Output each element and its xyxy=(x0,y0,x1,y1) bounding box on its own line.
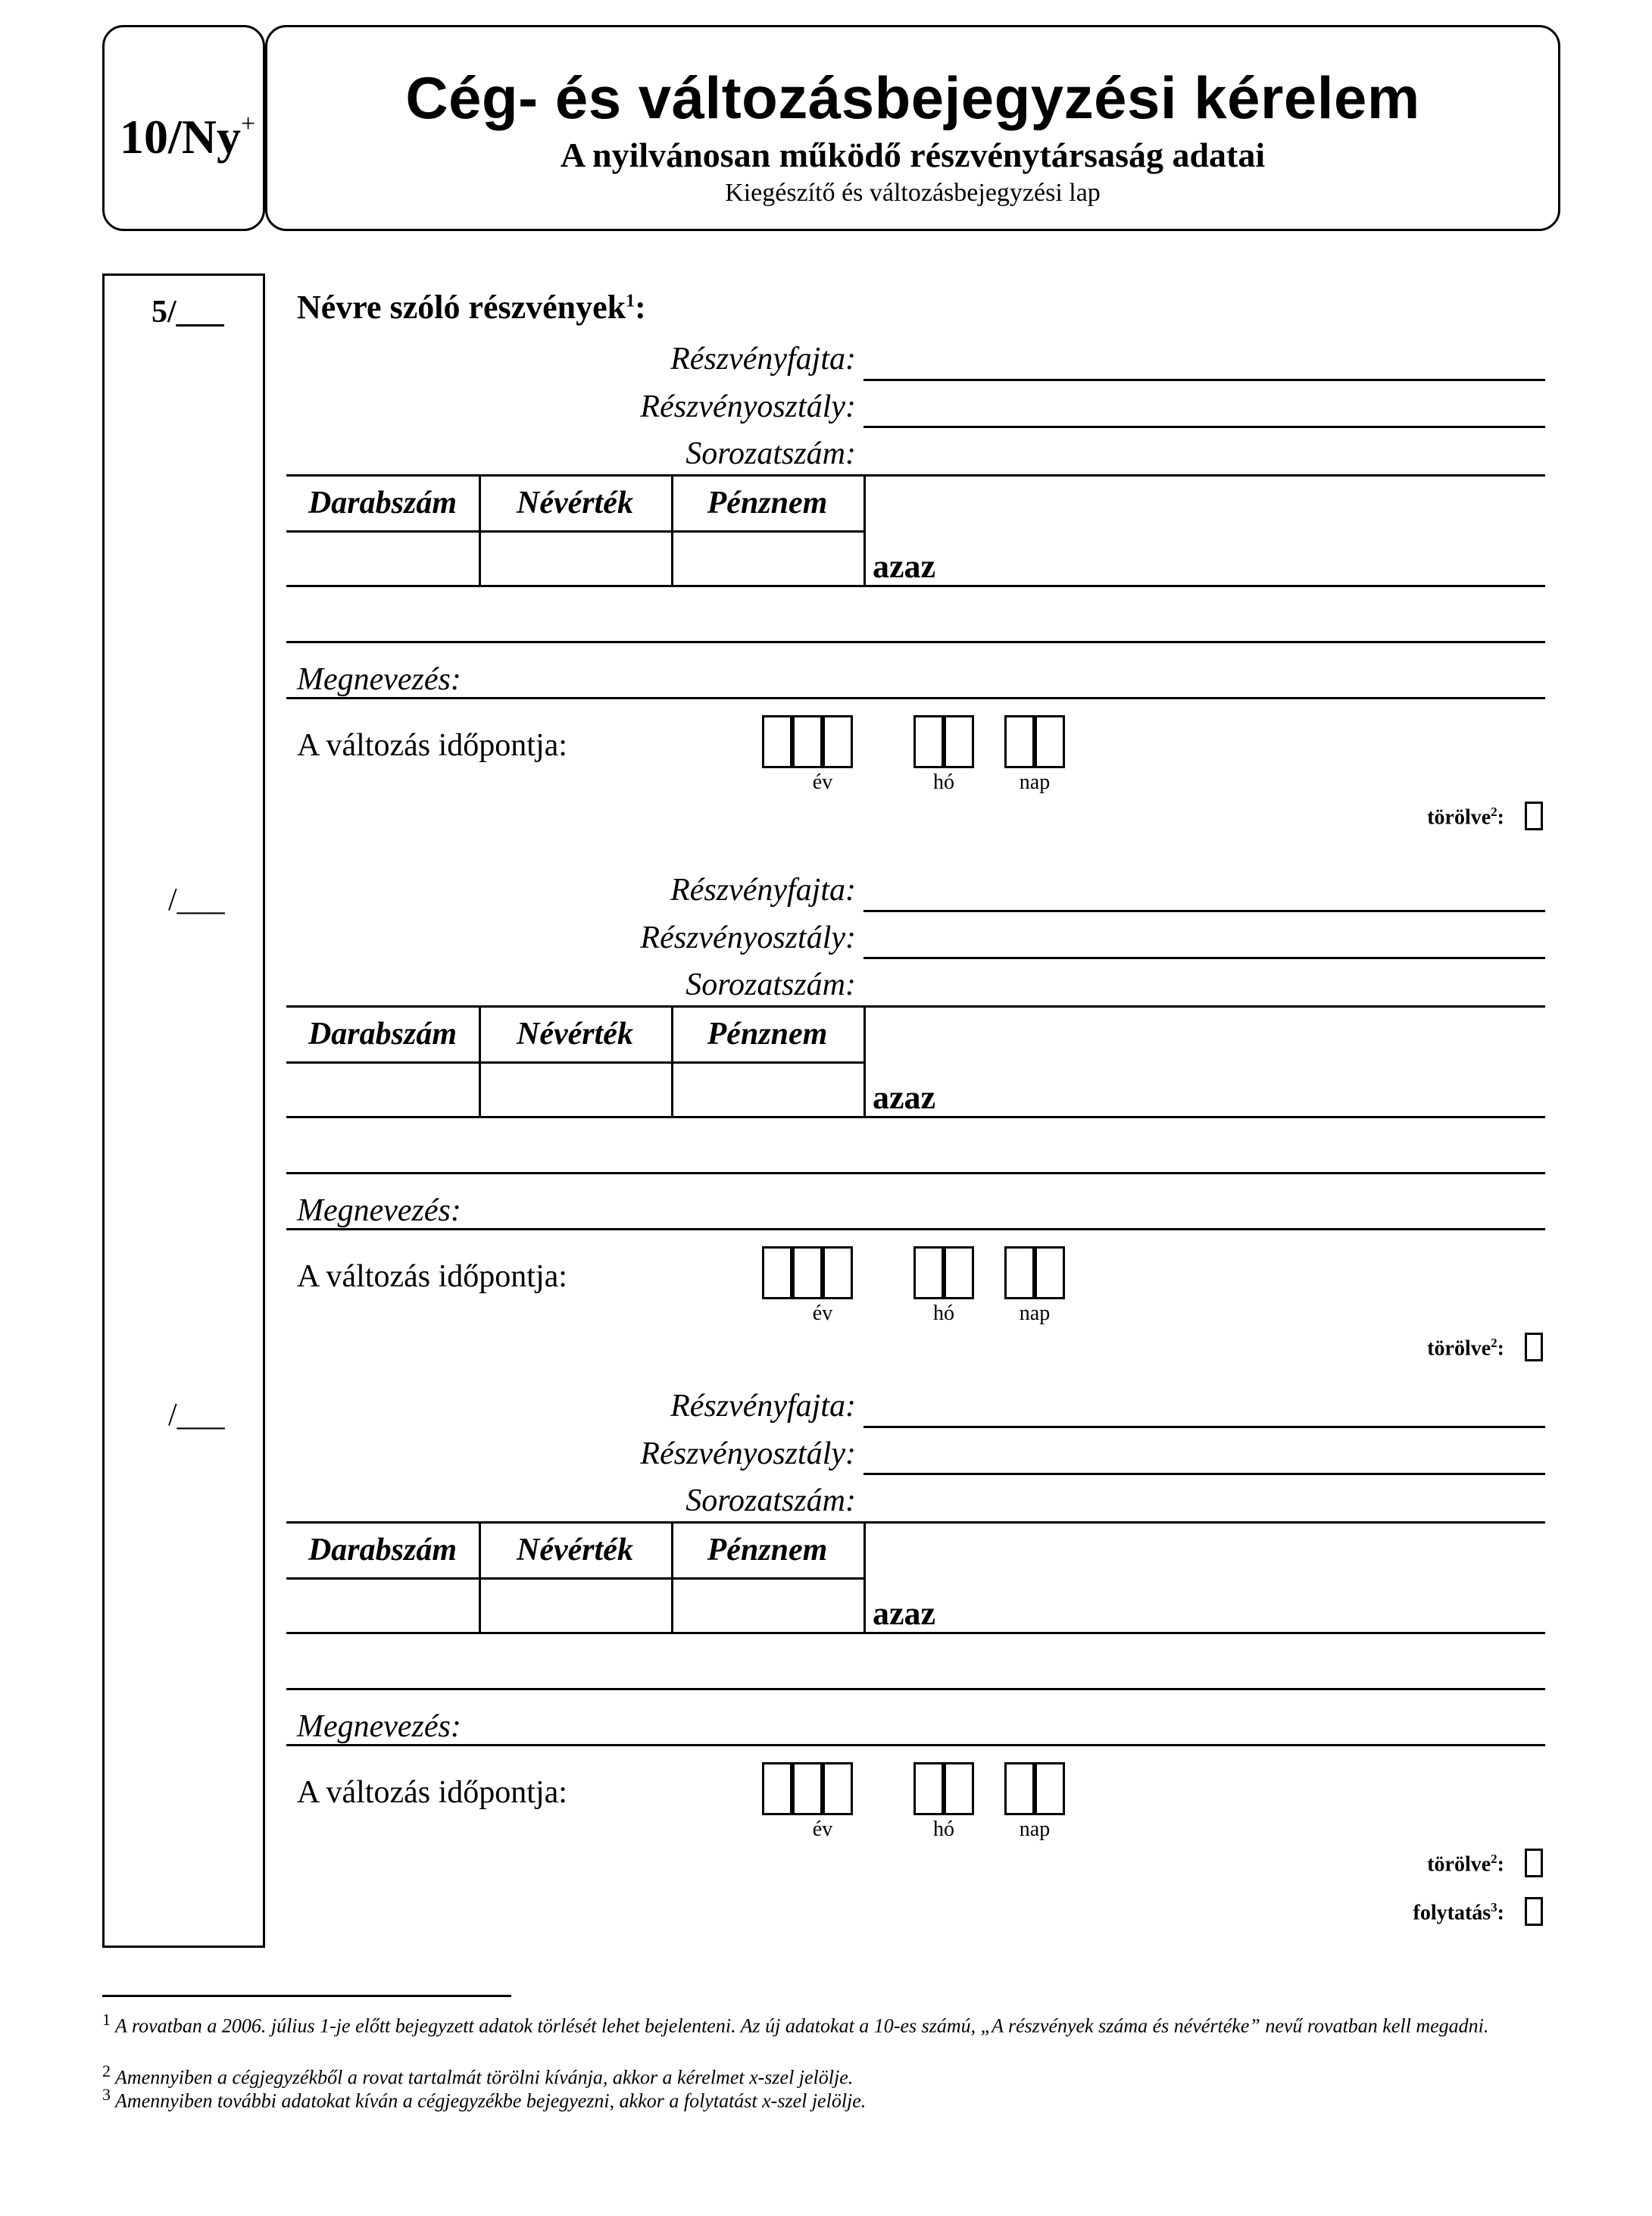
azaz-label-2: azaz xyxy=(873,1079,936,1116)
nap-label-3: nap xyxy=(1019,1817,1051,1841)
extra-line-3[interactable] xyxy=(286,1688,1545,1690)
torolve-checkbox-3[interactable] xyxy=(1525,1849,1543,1877)
footnote-1: $^1$ A rovatban a 2006. július 1-je előtt bejegyzett adatok törlését lehet bejelenteni. Az új adatokat a 10-es számú, „A részvények száma és névértéke” nevű rovatban kell megadni. xyxy=(102,2010,1489,2037)
ev-label-2: év xyxy=(812,1302,833,1325)
darabszam-cell-3[interactable] xyxy=(288,1580,477,1631)
header-nevertek-2: Névérték xyxy=(517,1017,633,1052)
row-number-1: 5/___ xyxy=(151,295,224,330)
reszvenyosztaly-label-1: Részvényosztály: xyxy=(640,389,856,424)
torolve-checkbox-2[interactable] xyxy=(1525,1333,1543,1361)
darabszam-cell-2[interactable] xyxy=(288,1064,477,1115)
nevertek-cell-1[interactable] xyxy=(480,533,670,584)
megnevezes-label-1: Megnevezés: xyxy=(297,662,461,697)
penznem-cell-2[interactable] xyxy=(673,1064,862,1115)
row-number-3: /___ xyxy=(168,1398,225,1433)
footnote-3: $^3$ Amennyiben további adatokat kíván a cégjegyzékbe bejegyezni, akkor a folytatást x-szel jelölje. xyxy=(102,2085,867,2112)
header-nevertek-3: Névérték xyxy=(517,1533,633,1567)
extra-line-1[interactable] xyxy=(286,641,1545,643)
month-digit-3-1[interactable] xyxy=(913,1762,944,1815)
header-darabszam-1: Darabszám xyxy=(308,486,458,520)
valtozas-label-1: A változás időpontja: xyxy=(297,728,567,763)
section-heading: Névre szóló részvények$^1$: xyxy=(297,289,646,326)
valtozas-label-3: A változás időpontja: xyxy=(297,1775,567,1810)
reszvenyosztaly-field-1[interactable] xyxy=(863,426,1545,428)
year-digit-1-3[interactable] xyxy=(823,715,853,768)
header-penznem-3: Pénznem xyxy=(707,1533,828,1567)
sorozatszam-field-2[interactable] xyxy=(286,1005,1545,1008)
nap-label-2: nap xyxy=(1019,1302,1051,1325)
megnevezes-field-2[interactable] xyxy=(286,1228,1545,1230)
azaz-field-2[interactable] xyxy=(286,1116,1545,1118)
year-digit-2-3[interactable] xyxy=(823,1246,853,1299)
year-digit-1-2[interactable] xyxy=(792,715,823,768)
azaz-label-1: azaz xyxy=(873,548,936,585)
header-darabszam-3: Darabszám xyxy=(308,1533,458,1567)
folytatas-checkbox[interactable] xyxy=(1525,1897,1543,1926)
reszvenyfajta-label-1: Részvényfajta: xyxy=(670,342,856,377)
header-darabszam-2: Darabszám xyxy=(308,1017,458,1052)
reszvenyosztaly-field-2[interactable] xyxy=(863,957,1545,959)
reszvenyfajta-field-3[interactable] xyxy=(863,1426,1545,1428)
ho-label-3: hó xyxy=(933,1817,954,1841)
table-divider-c-2 xyxy=(863,1007,866,1117)
penznem-cell-1[interactable] xyxy=(673,533,862,584)
year-digit-3-2[interactable] xyxy=(792,1762,823,1815)
nevertek-cell-3[interactable] xyxy=(480,1580,670,1631)
footnote-2: $^2$ Amennyiben a cégjegyzékből a rovat tartalmát törölni kívánja, akkor a kérelmet x-szel jelölje. xyxy=(102,2061,854,2089)
form-title: Cég- és változásbejegyzési kérelem xyxy=(405,64,1420,131)
reszvenyfajta-field-2[interactable] xyxy=(863,910,1545,912)
azaz-field-1[interactable] xyxy=(286,585,1545,587)
table-divider-c-3 xyxy=(863,1523,866,1633)
year-digit-2-2[interactable] xyxy=(792,1246,823,1299)
ev-label-3: év xyxy=(812,1817,833,1841)
sorozatszam-label-3: Sorozatszám: xyxy=(685,1483,856,1518)
ho-label-2: hó xyxy=(933,1302,954,1325)
month-digit-1-1[interactable] xyxy=(913,715,944,768)
month-digit-3-2[interactable] xyxy=(944,1762,974,1815)
folytatas-label: folytatás$^3$: xyxy=(1413,1900,1504,1925)
year-digit-2-1[interactable] xyxy=(762,1246,792,1299)
reszvenyosztaly-field-3[interactable] xyxy=(863,1473,1545,1475)
row-number-2: /___ xyxy=(168,883,225,917)
ev-label-1: év xyxy=(812,770,833,794)
year-digit-3-1[interactable] xyxy=(762,1762,792,1815)
title-box xyxy=(265,25,1560,231)
header-penznem-2: Pénznem xyxy=(707,1017,828,1052)
sorozatszam-field-1[interactable] xyxy=(286,474,1545,477)
reszvenyfajta-field-1[interactable] xyxy=(863,379,1545,381)
ho-label-1: hó xyxy=(933,770,954,794)
azaz-label-3: azaz xyxy=(873,1595,936,1632)
nevertek-cell-2[interactable] xyxy=(480,1064,670,1115)
reszvenyfajta-label-2: Részvényfajta: xyxy=(670,873,856,908)
day-digit-3-1[interactable] xyxy=(1004,1762,1035,1815)
month-digit-2-1[interactable] xyxy=(913,1246,944,1299)
footnote-separator xyxy=(102,1995,511,1997)
form-subsubtitle: Kiegészítő és változásbejegyzési lap xyxy=(725,179,1101,207)
torolve-label-1: törölve$^2$: xyxy=(1427,805,1504,830)
extra-line-2[interactable] xyxy=(286,1172,1545,1174)
sorozatszam-label-1: Sorozatszám: xyxy=(685,436,856,471)
penznem-cell-3[interactable] xyxy=(673,1580,862,1631)
torolve-checkbox-1[interactable] xyxy=(1525,802,1543,830)
azaz-field-3[interactable] xyxy=(286,1632,1545,1634)
year-digit-1-1[interactable] xyxy=(762,715,792,768)
day-digit-1-2[interactable] xyxy=(1035,715,1065,768)
header-nevertek-1: Névérték xyxy=(517,486,633,520)
month-digit-2-2[interactable] xyxy=(944,1246,974,1299)
month-digit-1-2[interactable] xyxy=(944,715,974,768)
header-penznem-1: Pénznem xyxy=(707,486,828,520)
megnevezes-label-2: Megnevezés: xyxy=(297,1193,461,1228)
valtozas-label-2: A változás időpontja: xyxy=(297,1259,567,1294)
day-digit-2-2[interactable] xyxy=(1035,1246,1065,1299)
row-number-column xyxy=(102,273,265,1948)
table-divider-c-1 xyxy=(863,476,866,586)
reszvenyosztaly-label-2: Részvényosztály: xyxy=(640,920,856,955)
megnevezes-field-3[interactable] xyxy=(286,1744,1545,1746)
darabszam-cell-1[interactable] xyxy=(288,533,477,584)
torolve-label-3: törölve$^2$: xyxy=(1427,1852,1504,1877)
form-code: 10/Ny+ xyxy=(120,109,256,164)
reszvenyfajta-label-3: Részvényfajta: xyxy=(670,1389,856,1424)
nap-label-1: nap xyxy=(1019,770,1051,794)
torolve-label-2: törölve$^2$: xyxy=(1427,1336,1504,1361)
megnevezes-label-3: Megnevezés: xyxy=(297,1709,461,1744)
sorozatszam-field-3[interactable] xyxy=(286,1521,1545,1524)
form-code-box xyxy=(102,25,265,231)
megnevezes-field-1[interactable] xyxy=(286,697,1545,699)
year-digit-3-3[interactable] xyxy=(823,1762,853,1815)
day-digit-2-1[interactable] xyxy=(1004,1246,1035,1299)
day-digit-3-2[interactable] xyxy=(1035,1762,1065,1815)
day-digit-1-1[interactable] xyxy=(1004,715,1035,768)
form-subtitle: A nyilvánosan működő részvénytársaság adatai xyxy=(560,136,1266,174)
sorozatszam-label-2: Sorozatszám: xyxy=(685,967,856,1002)
reszvenyosztaly-label-3: Részvényosztály: xyxy=(640,1436,856,1471)
